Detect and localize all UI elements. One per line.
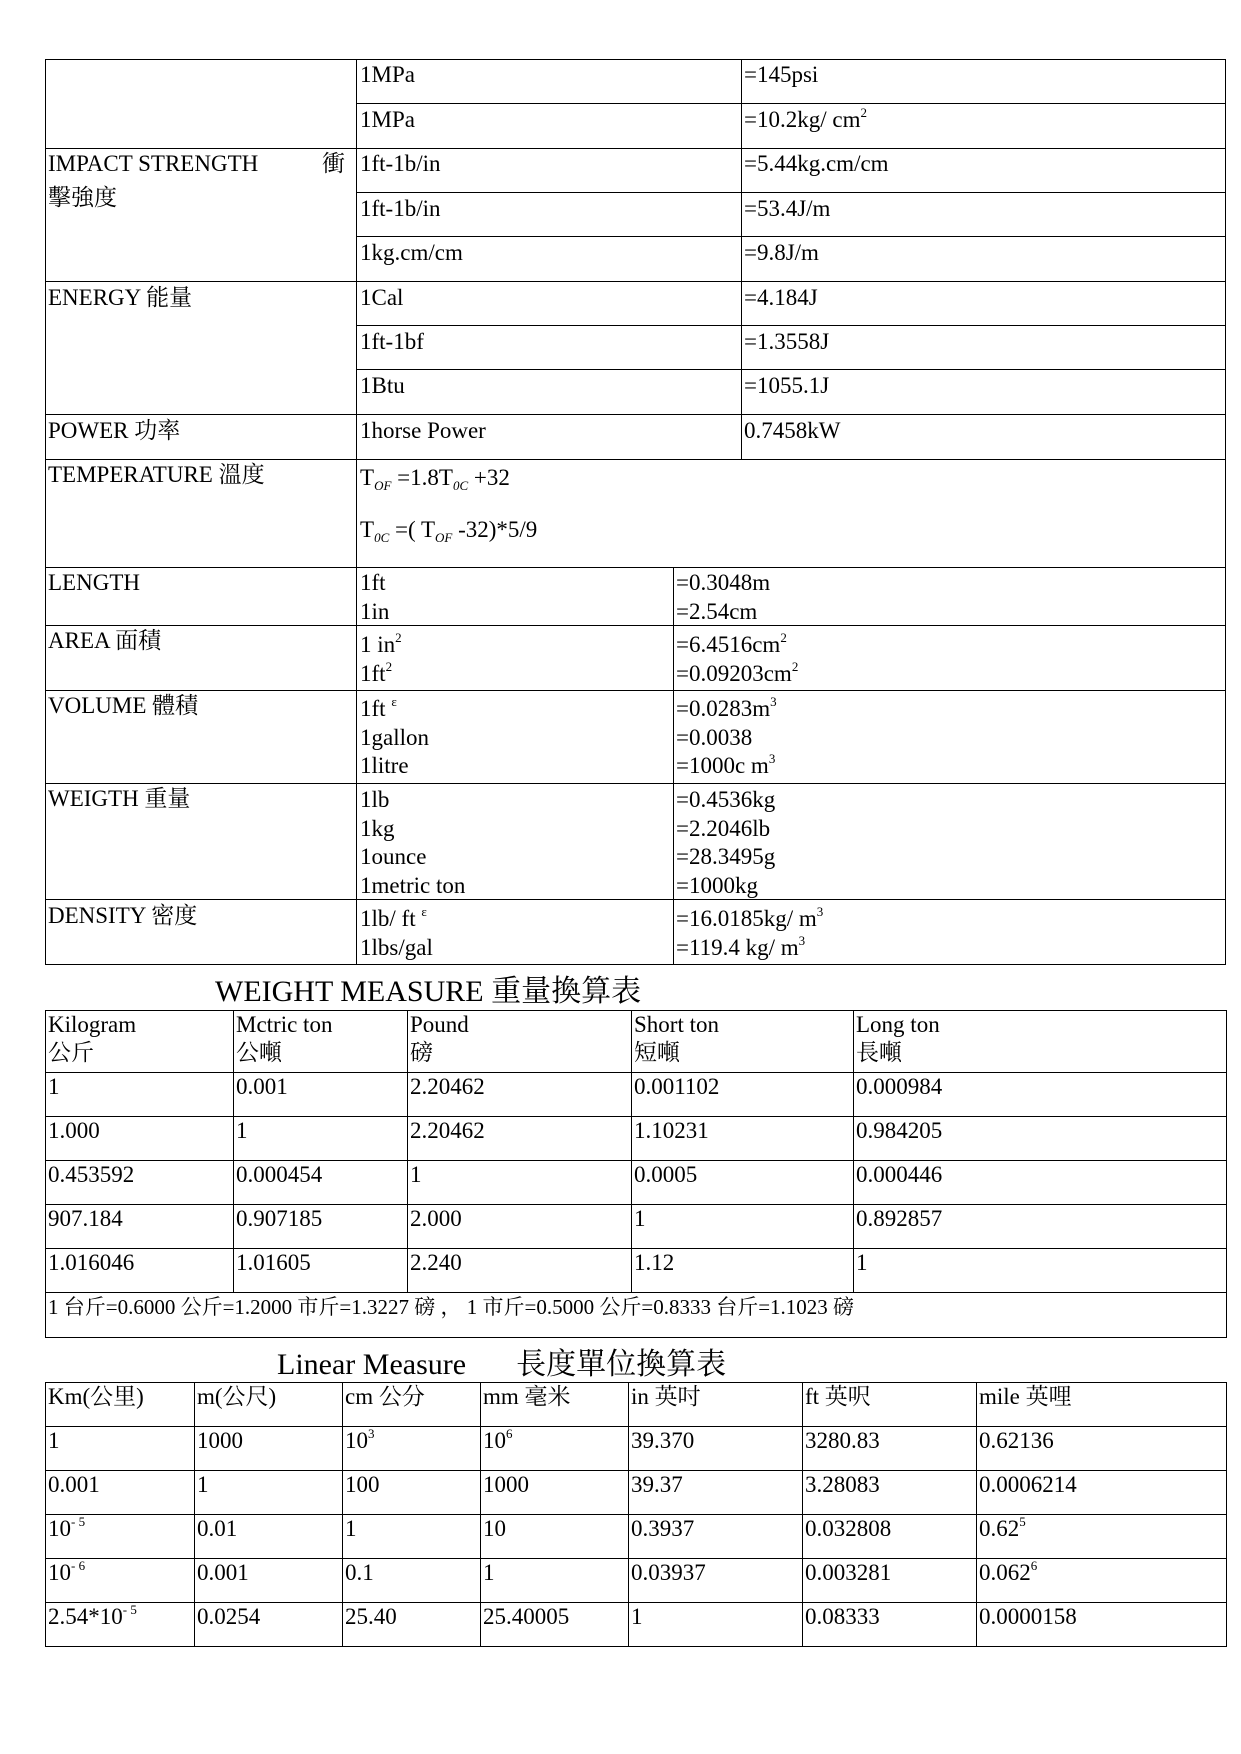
weight-measure-title: WEIGHT MEASURE 重量換算表 (215, 975, 642, 1008)
weight-values (676, 786, 775, 900)
table-cell: 1 (234, 1117, 408, 1161)
area-values (676, 631, 798, 688)
weight-units (360, 786, 465, 900)
conv-value-right: 0.7458kW (744, 418, 841, 443)
volume-values (676, 695, 777, 781)
header-cell: Short ton 短噸 (632, 1011, 854, 1073)
table-cell: 10 (481, 1515, 629, 1559)
header-cell: mile 英哩 (977, 1383, 1227, 1427)
temperature-label: TEMPERATURE 溫度 (48, 462, 265, 487)
table-cell: 0.0254 (195, 1603, 343, 1647)
unit-text: 1metric ton (360, 872, 466, 898)
weigth-label: WEIGTH 重量 (48, 786, 191, 811)
conv-value-right: =5.44kg.cm/cm (744, 151, 889, 176)
table-cell: 1000 (195, 1427, 343, 1471)
table-cell: 0.08333 (803, 1603, 977, 1647)
table-cell: 0.0005 (632, 1161, 854, 1205)
table-cell: 1.10231 (632, 1117, 854, 1161)
table-cell: 0.0006214 (977, 1471, 1227, 1515)
table-cell: 0.001 (234, 1073, 408, 1117)
table-cell: $10^3$ (343, 1427, 481, 1471)
table-cell: 1.12 (632, 1249, 854, 1293)
table-cell: 0.001 (195, 1559, 343, 1603)
weight-measure-table (45, 1010, 1227, 1338)
table-row (46, 1161, 1227, 1205)
row-line (45, 414, 1226, 415)
table-cell: 1.000 (46, 1117, 234, 1161)
linear-measure-title (277, 1339, 726, 1383)
table-cell: 25.40 (343, 1603, 481, 1647)
table-cell: 1 (632, 1205, 854, 1249)
row-line (45, 281, 1226, 282)
value-text: =0.3048m (676, 570, 771, 595)
weight-note: 1 台斤=0.6000 公斤=1.2000 市斤=1.3227 磅 ， 1 市斤=0.5000 公斤=0.8333 台斤=1.1023 磅 (46, 1293, 1227, 1338)
table-cell: 100 (343, 1471, 481, 1515)
column-divider-lower (673, 567, 674, 965)
density-values (676, 905, 823, 962)
temperature-formula-f: $T_{OF} =1.8T_{0C} +32$ (360, 465, 510, 493)
unit-text: 1kg (360, 815, 395, 841)
value-text: =0.0038 (676, 724, 753, 750)
table-border-right (1225, 59, 1226, 965)
table-cell: 39.370 (629, 1427, 803, 1471)
table-cell: 3.28083 (803, 1471, 977, 1515)
table-cell: 2.240 (408, 1249, 632, 1293)
table-cell: 2.000 (408, 1205, 632, 1249)
length-values (676, 569, 770, 626)
area-label: AREA 面積 (48, 628, 162, 653)
unit-text: 1ft $^\varepsilon$ (360, 694, 397, 721)
table-cell: 0.062$^6$ (977, 1559, 1227, 1603)
power-label: POWER 功率 (48, 418, 181, 443)
value-text: $=0.09203cm^2$ (676, 658, 799, 686)
conv-value-right: =1.3558J (744, 329, 830, 354)
impact-strength-label-zh2: 擊強度 (48, 185, 117, 210)
table-row (46, 1205, 1227, 1249)
linear-measure-table (45, 1382, 1227, 1647)
table-cell: 1 (629, 1603, 803, 1647)
table-cell: 2.20462 (408, 1117, 632, 1161)
temperature-formula-c: $T_{0C}$ =( $T_{OF}$ -32)*5/9 (360, 517, 538, 545)
unit-text: $1ft^2$ (360, 658, 393, 686)
table-cell: 1.016046 (46, 1249, 234, 1293)
table-cell: 1 (195, 1471, 343, 1515)
table-cell: 0.000984 (854, 1073, 1227, 1117)
table-cell: 1 (46, 1427, 195, 1471)
table-cell: 0.62$^5$ (977, 1515, 1227, 1559)
conv-value-left: 1kg.cm/cm (360, 240, 463, 265)
volume-label: VOLUME 體積 (48, 693, 199, 718)
table-header-row (46, 1383, 1227, 1427)
table-cell: 3280.83 (803, 1427, 977, 1471)
header-cell: Kilogram 公斤 (46, 1011, 234, 1073)
table-cell: $10^{- 6}$ (46, 1559, 195, 1603)
length-label: LENGTH (48, 570, 140, 595)
table-cell: 1 (343, 1515, 481, 1559)
row-line (45, 459, 1226, 460)
row-line (45, 567, 1226, 568)
density-units (360, 905, 433, 962)
conv-value-left: 1Cal (360, 285, 404, 310)
row-line (45, 899, 1226, 900)
table-cell: 1 (408, 1161, 632, 1205)
column-divider-upper (741, 59, 742, 459)
impact-strength-label-zh: 衝 (322, 151, 345, 176)
area-units (360, 631, 402, 688)
table-cell: 0.62136 (977, 1427, 1227, 1471)
table-cell: 0.000446 (854, 1161, 1227, 1205)
energy-label: ENERGY 能量 (48, 285, 193, 310)
value-text: =0.4536kg (676, 787, 776, 812)
value-text: =2.54cm (676, 598, 758, 624)
row-line (356, 325, 1226, 326)
row-line (356, 103, 1226, 104)
unit-text: 1lbs/gal (360, 934, 433, 960)
row-line (45, 625, 1226, 626)
conv-value-right: =10.2kg/ $cm^2$ (744, 105, 867, 132)
conv-value-left: 1horse Power (360, 418, 486, 443)
table-row (46, 1073, 1227, 1117)
row-line (45, 783, 1226, 784)
table-border-left (45, 59, 46, 965)
table-cell: 39.37 (629, 1471, 803, 1515)
value-text: $=0.0283m^3$ (676, 694, 777, 721)
header-cell: cm 公分 (343, 1383, 481, 1427)
unit-text: 1ft (360, 570, 386, 595)
table-note-row (46, 1293, 1227, 1338)
row-line (45, 690, 1226, 691)
conv-value-left: 1ft-1b/in (360, 151, 441, 176)
table-cell: 2.20462 (408, 1073, 632, 1117)
table-cell: 0.000454 (234, 1161, 408, 1205)
value-text: =1000kg (676, 872, 758, 898)
conv-value-left: 1ft-1bf (360, 329, 424, 354)
table-row (46, 1427, 1227, 1471)
table-cell: 0.453592 (46, 1161, 234, 1205)
table-cell: 1 (481, 1559, 629, 1603)
table-cell: 0.3937 (629, 1515, 803, 1559)
row-line (356, 236, 1226, 237)
table-cell: 0.003281 (803, 1559, 977, 1603)
length-units (360, 569, 389, 626)
table-cell: 1 (854, 1249, 1227, 1293)
header-cell: Mctric ton 公噸 (234, 1011, 408, 1073)
table-row (46, 1471, 1227, 1515)
table-row (46, 1117, 1227, 1161)
table-cell: 0.001 (46, 1471, 195, 1515)
header-cell: Pound 磅 (408, 1011, 632, 1073)
conv-value-left: 1Btu (360, 373, 405, 398)
table-cell: 25.40005 (481, 1603, 629, 1647)
table-cell: 0.001102 (632, 1073, 854, 1117)
unit-text: 1ounce (360, 844, 427, 869)
row-line (45, 964, 1226, 965)
value-text: $=6.4516cm^2$ (676, 630, 787, 657)
table-cell: 0.892857 (854, 1205, 1227, 1249)
row-line (356, 192, 1226, 193)
table-cell: $10^6$ (481, 1427, 629, 1471)
value-text: =28.3495g (676, 844, 776, 869)
table-row (46, 1515, 1227, 1559)
unit-text: 1 $in^2$ (360, 630, 402, 657)
unit-text: 1in (360, 598, 390, 624)
impact-strength-label: IMPACT STRENGTH (48, 151, 259, 176)
linear-measure-title-zh: 長度單位換算表 (516, 1348, 727, 1381)
density-label: DENSITY 密度 (48, 903, 198, 928)
unit-text: 1lb/ ft $^\varepsilon$ (360, 904, 427, 931)
header-cell: Km(公里) (46, 1383, 195, 1427)
table-cell: 0.03937 (629, 1559, 803, 1603)
conv-value-right: =4.184J (744, 285, 818, 310)
conv-value-right: =53.4J/m (744, 196, 831, 221)
table-row (46, 1603, 1227, 1647)
value-text: =1000c $m^3$ (676, 751, 776, 778)
header-cell: Long ton 長噸 (854, 1011, 1227, 1073)
table-cell: $10^{- 5}$ (46, 1515, 195, 1559)
table-header-row (46, 1011, 1227, 1073)
column-divider-label (356, 59, 357, 965)
header-cell: ft 英呎 (803, 1383, 977, 1427)
table-cell: 1000 (481, 1471, 629, 1515)
conv-value-left: 1MPa (360, 107, 415, 132)
header-cell: m(公尺) (195, 1383, 343, 1427)
conv-value-right: =9.8J/m (744, 240, 819, 265)
table-cell: $2.54*10^{- 5}$ (46, 1603, 195, 1647)
volume-units (360, 695, 429, 781)
table-cell: 0.984205 (854, 1117, 1227, 1161)
table-cell: 0.01 (195, 1515, 343, 1559)
table-cell: 1.01605 (234, 1249, 408, 1293)
table-cell: 0.0000158 (977, 1603, 1227, 1647)
unit-text: 1lb (360, 787, 390, 812)
row-line (356, 369, 1226, 370)
table-cell: 0.907185 (234, 1205, 408, 1249)
table-border-top (45, 59, 1226, 60)
conv-value-right: =1055.1J (744, 373, 830, 398)
header-cell: in 英吋 (629, 1383, 803, 1427)
table-cell: 1 (46, 1073, 234, 1117)
table-cell: 907.184 (46, 1205, 234, 1249)
table-cell: 0.032808 (803, 1515, 977, 1559)
unit-text: 1gallon (360, 724, 429, 750)
header-cell: mm 毫米 (481, 1383, 629, 1427)
table-row (46, 1249, 1227, 1293)
conv-value-left: 1ft-1b/in (360, 196, 441, 221)
unit-text: 1litre (360, 753, 409, 778)
conv-value-left: 1MPa (360, 62, 415, 87)
value-text: =16.0185kg/ $m^3$ (676, 904, 824, 931)
row-line (45, 148, 1226, 149)
value-text: =2.2046lb (676, 815, 771, 841)
value-text: =119.4 kg/ $m^3$ (676, 932, 806, 960)
table-row (46, 1559, 1227, 1603)
linear-measure-title-en: Linear Measure (277, 1348, 467, 1381)
conv-value-right: =145psi (744, 62, 819, 87)
table-cell: 0.1 (343, 1559, 481, 1603)
